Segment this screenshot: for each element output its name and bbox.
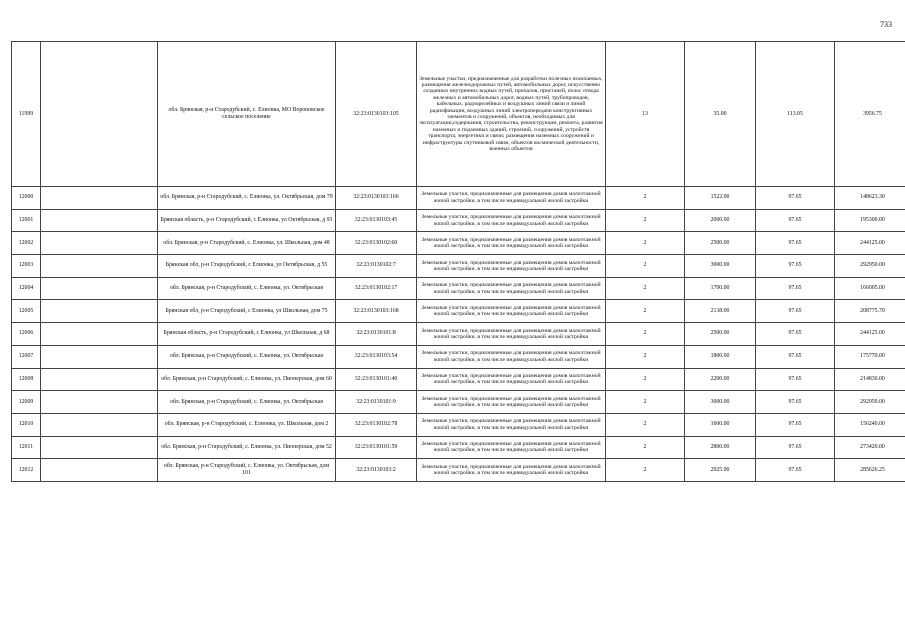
table-row: [12, 277, 905, 300]
cadastral-value-cell: 3956.75: [835, 42, 905, 187]
address-cell: обл. Брянская, р-н Стародубский, с. Елионка, ул. Октябрьская, дом 79: [158, 187, 336, 210]
group-code-cell: 13: [606, 42, 685, 187]
row-id-cell: 12005: [12, 300, 41, 323]
area-cell: 2500.00: [685, 232, 756, 255]
blank-cell: [41, 413, 158, 436]
cadastral-value-cell: 214830.00: [835, 368, 905, 391]
group-code-cell: 2: [606, 413, 685, 436]
land-use-description-cell: Земельные участки, предназначенные для размещения домов малоэтажной жилой застройки, в том числе индивидуальной жилой застройки: [417, 436, 606, 459]
row-id-cell: 12009: [12, 391, 41, 414]
rate-cell: 97.65: [756, 391, 835, 414]
land-use-description-cell: Земельные участки, предназначенные для размещения домов малоэтажной жилой застройки, в том числе индивидуальной жилой застройки: [417, 459, 606, 482]
row-id-cell: 12010: [12, 413, 41, 436]
table-row: [12, 323, 905, 346]
table-row: [12, 187, 905, 210]
cadastral-value-cell: 292950.00: [835, 391, 905, 414]
rate-cell: 97.65: [756, 232, 835, 255]
cadastral-number-cell: 32:23:0130102:7: [336, 255, 417, 278]
blank-cell: [41, 209, 158, 232]
blank-cell: [41, 323, 158, 346]
land-use-description-cell: Земельные участки, предназначенные для размещения домов малоэтажной жилой застройки, в том числе индивидуальной жилой застройки: [417, 232, 606, 255]
cadastral-number-cell: 32:23:0130103:2: [336, 459, 417, 482]
address-cell: обл. Брянская, р-н Стародубский, с. Елионка, ул. Школьная, дом 48: [158, 232, 336, 255]
table-row: [12, 255, 905, 278]
table-row: [12, 413, 905, 436]
address-cell: обл. Брянская, р-н Стародубский, с. Елионка, ул. Пионерская, дом 60: [158, 368, 336, 391]
address-cell: обл. Брянская, р-н Стародубский, с. Елионка, ул. Октябрьская: [158, 391, 336, 414]
blank-cell: [41, 232, 158, 255]
row-id-cell: 12001: [12, 209, 41, 232]
cadastral-value-cell: 208775.70: [835, 300, 905, 323]
area-cell: 2500.00: [685, 323, 756, 346]
page-number: 733: [880, 20, 892, 29]
blank-cell: [41, 345, 158, 368]
area-cell: 1600.00: [685, 413, 756, 436]
land-use-description-cell: Земельные участки, предназначенные для разработки полезных ископаемых, размещения железнодорожных путей, автомобильных дорог, искусственно созданных внутренних водных путей, причалов, пристаней, полос отвода железных и автомобильных дорог, водных путей, трубопроводов, кабельных, радиорелейных и воздушных линий связи и линий радиофикации, воздушных линий электропередачи конструктивных элементов и сооружений, объектов, необходимых для эксплуатации,содержания, строительства, реконструкции, ремонта, развития наземных и подземных зданий, строений, сооружений, устройств транспорта, энергетики и связи; размещения наземных сооружений и инфраструктуры спутниковой связи, объектов космической деятельности, военных объектов: [417, 42, 606, 187]
area-cell: 2800.00: [685, 436, 756, 459]
rate-cell: 97.65: [756, 436, 835, 459]
land-use-description-cell: Земельные участки, предназначенные для размещения домов малоэтажной жилой застройки, в том числе индивидуальной жилой застройки: [417, 345, 606, 368]
group-code-cell: 2: [606, 300, 685, 323]
rate-cell: 97.65: [756, 345, 835, 368]
row-id-cell: 11999: [12, 42, 41, 187]
area-cell: 2925.00: [685, 459, 756, 482]
rate-cell: 97.65: [756, 368, 835, 391]
rate-cell: 113.05: [756, 42, 835, 187]
cadastral-number-cell: 32:23:0130103:105: [336, 42, 417, 187]
blank-cell: [41, 459, 158, 482]
area-cell: 3000.00: [685, 255, 756, 278]
address-cell: Брянская обл, р-н Стародубский, с Елионка, ул Октябрьская, д 55: [158, 255, 336, 278]
table-row: [12, 209, 905, 232]
cadastral-number-cell: 32:23:0130101:59: [336, 436, 417, 459]
cadastral-number-cell: 32:23:0130102:60: [336, 232, 417, 255]
rate-cell: 97.65: [756, 277, 835, 300]
row-id-cell: 12007: [12, 345, 41, 368]
blank-cell: [41, 255, 158, 278]
land-use-description-cell: Земельные участки, предназначенные для размещения домов малоэтажной жилой застройки, в том числе индивидуальной жилой застройки: [417, 187, 606, 210]
table-row: [12, 391, 905, 414]
row-id-cell: 12011: [12, 436, 41, 459]
rate-cell: 97.65: [756, 300, 835, 323]
cadastral-value-cell: 166005.00: [835, 277, 905, 300]
rate-cell: 97.65: [756, 413, 835, 436]
table-row: [12, 42, 905, 187]
cadastral-value-cell: 175770.00: [835, 345, 905, 368]
cadastral-number-cell: 32:23:0130102:17: [336, 277, 417, 300]
land-use-description-cell: Земельные участки, предназначенные для размещения домов малоэтажной жилой застройки, в том числе индивидуальной жилой застройки: [417, 413, 606, 436]
address-cell: Брянская область, р-н Стародубский, с Елионка, ул Школьная, д 68: [158, 323, 336, 346]
area-cell: 1700.00: [685, 277, 756, 300]
area-cell: 2138.00: [685, 300, 756, 323]
address-cell: обл. Брянская, р-н Стародубский, с. Елионка, ул. Октябрьская, дом 101: [158, 459, 336, 482]
cadastral-number-cell: 32:23:0130103:45: [336, 209, 417, 232]
cadastral-value-cell: 285626.25: [835, 459, 905, 482]
blank-cell: [41, 277, 158, 300]
group-code-cell: 2: [606, 391, 685, 414]
rate-cell: 97.65: [756, 187, 835, 210]
table-row: [12, 436, 905, 459]
blank-cell: [41, 187, 158, 210]
address-cell: обл. Брянская, р-н Стародубский, с. Елионка, МО Вороновское сельское поселение: [158, 42, 336, 187]
group-code-cell: 2: [606, 323, 685, 346]
table-row: [12, 459, 905, 482]
area-cell: 2200.00: [685, 368, 756, 391]
address-cell: обл. Брянская, р-н Стародубский, с. Елионка, ул. Октябрьская: [158, 277, 336, 300]
cadastral-value-cell: 273420.00: [835, 436, 905, 459]
cadastral-number-cell: 32:23:0130103:168: [336, 300, 417, 323]
table-row: [12, 232, 905, 255]
rate-cell: 97.65: [756, 459, 835, 482]
table-row: [12, 368, 905, 391]
table-row: [12, 300, 905, 323]
row-id-cell: 12004: [12, 277, 41, 300]
rate-cell: 97.65: [756, 209, 835, 232]
cadastral-number-cell: 32:23:0130103:54: [336, 345, 417, 368]
area-cell: 1522.00: [685, 187, 756, 210]
row-id-cell: 12000: [12, 187, 41, 210]
group-code-cell: 2: [606, 436, 685, 459]
cadastral-number-cell: 32:23:0130101:8: [336, 323, 417, 346]
blank-cell: [41, 42, 158, 187]
address-cell: Брянская область, р-н Стародубский, с Елионка, ул Октябрьская, д 93: [158, 209, 336, 232]
land-use-description-cell: Земельные участки, предназначенные для размещения домов малоэтажной жилой застройки, в том числе индивидуальной жилой застройки: [417, 368, 606, 391]
group-code-cell: 2: [606, 187, 685, 210]
land-use-description-cell: Земельные участки, предназначенные для размещения домов малоэтажной жилой застройки, в том числе индивидуальной жилой застройки: [417, 391, 606, 414]
group-code-cell: 2: [606, 345, 685, 368]
address-cell: обл. Брянская, р-н Стародубский, с. Елионка, ул. Пионерская, дом 52: [158, 436, 336, 459]
row-id-cell: 12002: [12, 232, 41, 255]
table-body: [12, 42, 905, 482]
land-use-description-cell: Земельные участки, предназначенные для размещения домов малоэтажной жилой застройки, в том числе индивидуальной жилой застройки: [417, 300, 606, 323]
rate-cell: 97.65: [756, 323, 835, 346]
land-use-description-cell: Земельные участки, предназначенные для размещения домов малоэтажной жилой застройки, в том числе индивидуальной жилой застройки: [417, 277, 606, 300]
group-code-cell: 2: [606, 255, 685, 278]
cadastral-number-cell: 32:23:0130102:78: [336, 413, 417, 436]
area-cell: 2000.00: [685, 209, 756, 232]
row-id-cell: 12006: [12, 323, 41, 346]
cadastral-value-cell: 244125.00: [835, 323, 905, 346]
blank-cell: [41, 391, 158, 414]
cadastral-value-cell: 156240.00: [835, 413, 905, 436]
address-cell: обл. Брянская, р-н Стародубский, с. Елионка, ул. Октябрьская: [158, 345, 336, 368]
group-code-cell: 2: [606, 209, 685, 232]
cadastral-value-cell: 292950.00: [835, 255, 905, 278]
rate-cell: 97.65: [756, 255, 835, 278]
group-code-cell: 2: [606, 232, 685, 255]
cadastral-value-cell: 244125.00: [835, 232, 905, 255]
row-id-cell: 12003: [12, 255, 41, 278]
cadastral-number-cell: 32:23:0130101:40: [336, 368, 417, 391]
row-id-cell: 12012: [12, 459, 41, 482]
group-code-cell: 2: [606, 277, 685, 300]
area-cell: 3000.00: [685, 391, 756, 414]
group-code-cell: 2: [606, 459, 685, 482]
cadastral-value-table: [11, 41, 905, 482]
land-use-description-cell: Земельные участки, предназначенные для размещения домов малоэтажной жилой застройки, в том числе индивидуальной жилой застройки: [417, 209, 606, 232]
address-cell: обл. Брянская, р-н Стародубский, с. Елионка, ул. Школьная, дом 2: [158, 413, 336, 436]
land-use-description-cell: Земельные участки, предназначенные для размещения домов малоэтажной жилой застройки, в том числе индивидуальной жилой застройки: [417, 255, 606, 278]
table-row: [12, 345, 905, 368]
area-cell: 35.00: [685, 42, 756, 187]
cadastral-value-cell: 148623.30: [835, 187, 905, 210]
blank-cell: [41, 300, 158, 323]
row-id-cell: 12008: [12, 368, 41, 391]
land-use-description-cell: Земельные участки, предназначенные для размещения домов малоэтажной жилой застройки, в том числе индивидуальной жилой застройки: [417, 323, 606, 346]
area-cell: 1800.00: [685, 345, 756, 368]
blank-cell: [41, 368, 158, 391]
address-cell: Брянская обл, р-н Стародубский, с Елионка, ул Школьная, дом 75: [158, 300, 336, 323]
group-code-cell: 2: [606, 368, 685, 391]
cadastral-number-cell: 32:23:0130103:166: [336, 187, 417, 210]
blank-cell: [41, 436, 158, 459]
cadastral-number-cell: 32:23:0130101:9: [336, 391, 417, 414]
cadastral-value-cell: 195300.00: [835, 209, 905, 232]
